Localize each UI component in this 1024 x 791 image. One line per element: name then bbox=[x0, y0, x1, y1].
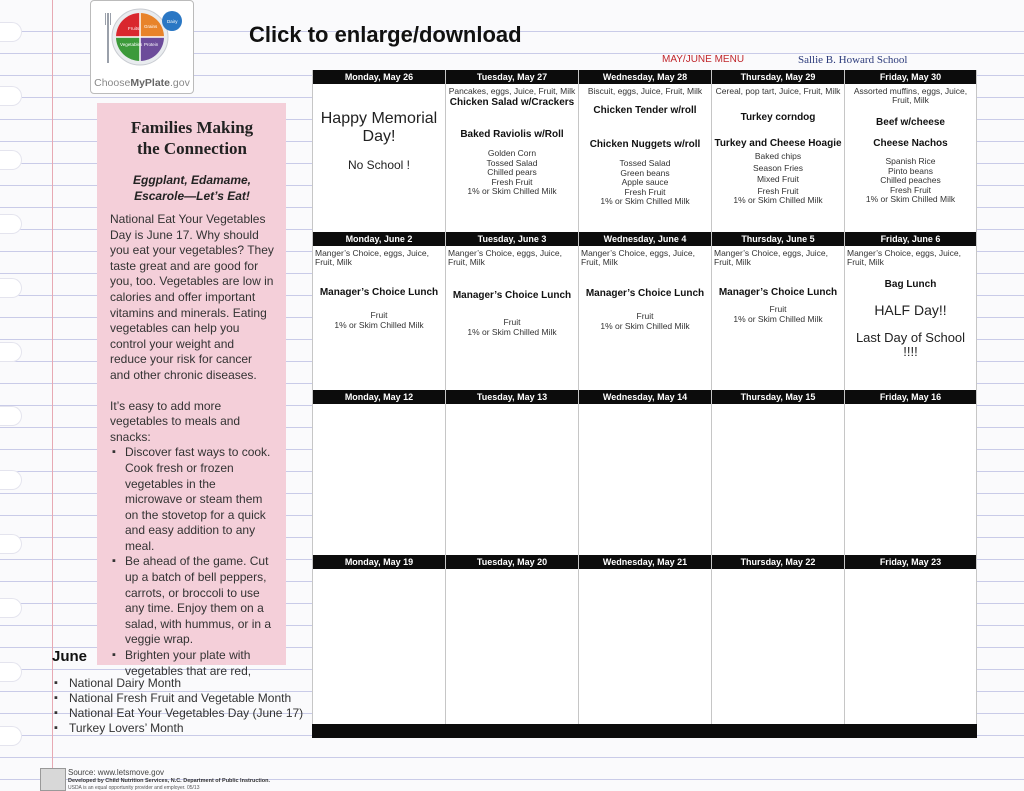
holiday-text: Happy Memorial bbox=[320, 110, 438, 127]
day-header: Monday, May 12 bbox=[313, 390, 445, 404]
binder-hole bbox=[0, 150, 22, 170]
observance-item: ▪ National Eat Your Vegetables Day (June 17) bbox=[54, 706, 303, 721]
lunch-entree: Manager’s Choice Lunch bbox=[319, 287, 439, 298]
source-text: Source: www.letsmove.gov bbox=[68, 768, 165, 777]
calendar-week bbox=[312, 390, 977, 555]
day-header: Wednesday, June 4 bbox=[579, 232, 711, 246]
day-cell bbox=[711, 232, 844, 390]
sides-list: Baked chips Season Fries Mixed Fruit Fresh Fruit 1% or Skim Chilled Milk bbox=[733, 151, 823, 205]
menu-calendar bbox=[312, 70, 977, 738]
binder-hole bbox=[0, 86, 22, 106]
menu-title: MAY/JUNE MENU bbox=[662, 54, 745, 65]
calendar-bottom-bar bbox=[312, 724, 977, 738]
myplate-plate-icon bbox=[103, 3, 185, 75]
developer-credit: Developed by Child Nutrition Services, N.C. Department of Public Instruction. bbox=[68, 778, 271, 784]
day-cell bbox=[578, 555, 711, 738]
plate-dairy-label: Dairy bbox=[167, 19, 178, 24]
binder-hole bbox=[0, 662, 22, 682]
families-connection-panel bbox=[97, 103, 286, 678]
day-cell bbox=[445, 70, 578, 232]
sides-list: Fruit 1% or Skim Chilled Milk bbox=[334, 310, 424, 330]
day-cell bbox=[711, 70, 844, 232]
breakfast-text: Manger’s Choice, eggs, Juice, Fruit, Milk bbox=[448, 248, 563, 267]
tip-item: ▪ Brighten your plate with vegetables that are red, bbox=[125, 648, 274, 679]
myplate-logo[interactable] bbox=[90, 0, 194, 94]
lunch-entree: Manager’s Choice Lunch bbox=[452, 290, 572, 301]
sides-list: Tossed Salad Green beans Apple sauce Fresh Fruit 1% or Skim Chilled Milk bbox=[600, 158, 690, 206]
plate-fruits-segment bbox=[116, 13, 140, 37]
sides-list: Fruit 1% or Skim Chilled Milk bbox=[600, 311, 690, 331]
observance-item: ▪ National Fresh Fruit and Vegetable Month bbox=[54, 691, 303, 706]
lunch-entree: Baked Raviolis w/Roll bbox=[460, 129, 564, 140]
tips-list bbox=[110, 445, 274, 679]
breakfast-text: Assorted muffins, eggs, Juice, Fruit, Milk bbox=[853, 86, 968, 105]
enlarge-download-link[interactable]: Click to enlarge/download bbox=[249, 22, 522, 47]
binder-hole bbox=[0, 22, 22, 42]
day-cell bbox=[578, 390, 711, 555]
plate-grains-label: Grains bbox=[144, 24, 158, 29]
day-header: Wednesday, May 28 bbox=[579, 70, 711, 84]
breakfast-text: Manger’s Choice, eggs, Juice, Fruit, Milk bbox=[315, 248, 430, 267]
day-header: Thursday, May 29 bbox=[712, 70, 844, 84]
plate-protein-segment bbox=[140, 37, 164, 61]
day-header: Tuesday, June 3 bbox=[446, 232, 578, 246]
day-cell bbox=[445, 232, 578, 390]
holiday-text: Day! bbox=[362, 128, 396, 145]
day-header: Friday, May 16 bbox=[845, 390, 976, 404]
binder-hole bbox=[0, 726, 22, 746]
margin-line bbox=[52, 0, 53, 791]
breakfast-text: Pancakes, eggs, Juice, Fruit, Milk bbox=[448, 86, 576, 96]
lunch-entree: Turkey corndog bbox=[740, 112, 816, 123]
lunch-entree: Chicken Salad w/Crackers bbox=[449, 97, 575, 108]
lunch-entree: Manager’s Choice Lunch bbox=[585, 288, 705, 299]
day-header: Tuesday, May 20 bbox=[446, 555, 578, 569]
binder-hole bbox=[0, 342, 22, 362]
dpi-logo bbox=[40, 768, 66, 791]
day-cell bbox=[312, 70, 445, 232]
lunch-entree: Cheese Nachos bbox=[873, 138, 948, 149]
breakfast-text: Cereal, pop tart, Juice, Fruit, Milk bbox=[715, 86, 841, 96]
day-header: Thursday, May 22 bbox=[712, 555, 844, 569]
binder-hole bbox=[0, 278, 22, 298]
plate-fruits-label: Fruits bbox=[128, 26, 140, 31]
usda-statement: USDA is an equal opportunity provider and employer. 05/13 bbox=[68, 785, 200, 791]
day-cell bbox=[844, 232, 977, 390]
binder-hole bbox=[0, 406, 22, 426]
day-cell bbox=[312, 555, 445, 738]
school-name: Sallie B. Howard School bbox=[798, 54, 908, 66]
binder-hole bbox=[0, 534, 22, 554]
binder-hole bbox=[0, 470, 22, 490]
lunch-entree: Chicken Nuggets w/roll bbox=[589, 139, 701, 150]
day-cell bbox=[844, 555, 977, 738]
plate-vegetables-segment bbox=[116, 37, 140, 61]
observance-item: ▪ National Dairy Month bbox=[54, 676, 303, 691]
day-header: Monday, June 2 bbox=[313, 232, 445, 246]
tip-item: ▪ Be ahead of the game. Cut up a batch of bell peppers, carrots, or broccoli to use any time. Enjoy them on a salad, with hummus, or in a veggie wrap. bbox=[125, 554, 274, 648]
day-header: Wednesday, May 21 bbox=[579, 555, 711, 569]
plate-protein-label: Protein bbox=[144, 42, 159, 47]
sides-list: Golden Corn Tossed Salad Chilled pears Fresh Fruit 1% or Skim Chilled Milk bbox=[467, 148, 557, 196]
day-header: Tuesday, May 27 bbox=[446, 70, 578, 84]
breakfast-text: Manger’s Choice, eggs, Juice, Fruit, Milk bbox=[847, 248, 962, 267]
breakfast-text: Manger’s Choice, eggs, Juice, Fruit, Milk bbox=[581, 248, 696, 267]
lunch-entree: Bag Lunch bbox=[884, 279, 937, 290]
day-header: Monday, May 19 bbox=[313, 555, 445, 569]
breakfast-text: Manger’s Choice, eggs, Juice, Fruit, Milk bbox=[714, 248, 829, 267]
day-header: Wednesday, May 14 bbox=[579, 390, 711, 404]
tip-item: ▪ Discover fast ways to cook. Cook fresh or frozen vegetables in the microwave or steam them on the stovetop for a quick and easy addition to any meal. bbox=[125, 445, 274, 554]
lunch-entree: Manager’s Choice Lunch bbox=[718, 287, 838, 298]
observance-item: ▪ Turkey Lovers’ Month bbox=[54, 721, 303, 736]
day-header: Friday, May 30 bbox=[845, 70, 976, 84]
sides-list: Fruit 1% or Skim Chilled Milk bbox=[467, 317, 557, 337]
day-cell bbox=[711, 555, 844, 738]
lunch-entree: Turkey and Cheese Hoagie bbox=[714, 138, 842, 149]
binder-hole bbox=[0, 214, 22, 234]
day-cell bbox=[844, 390, 977, 555]
calendar-week bbox=[312, 232, 977, 390]
day-header: Thursday, June 5 bbox=[712, 232, 844, 246]
day-cell bbox=[844, 70, 977, 232]
lunch-entree: Chicken Tender w/roll bbox=[593, 105, 697, 116]
last-day-note: Last Day of School !!!! bbox=[855, 330, 966, 359]
half-day-note: HALF Day!! bbox=[874, 302, 947, 318]
breakfast-text: Biscuit, eggs, Juice, Fruit, Milk bbox=[587, 86, 703, 96]
day-cell bbox=[578, 70, 711, 232]
day-cell bbox=[578, 232, 711, 390]
calendar-week bbox=[312, 555, 977, 738]
day-cell bbox=[312, 390, 445, 555]
plate-vegetables-label: Vegetables bbox=[120, 42, 143, 47]
panel-paragraph: It’s easy to add more vegetables to meals and snacks: bbox=[110, 398, 241, 444]
june-observances-list bbox=[54, 676, 303, 736]
day-header: Thursday, May 15 bbox=[712, 390, 844, 404]
day-cell bbox=[312, 232, 445, 390]
panel-paragraph: National Eat Your Vegetables Day is June 17. Why should you eat your vegetables? They taste great and are good for you, too. Vegetables are low in calories and offer important vitamins and minerals. Eating vegetables can help you control your weight and reduce your risk for cancer and other chronic diseases. bbox=[110, 212, 274, 382]
day-header: Friday, June 6 bbox=[845, 232, 976, 246]
lunch-entree: Beef w/cheese bbox=[876, 117, 945, 128]
sides-list: Spanish Rice Pinto beans Chilled peaches Fresh Fruit 1% or Skim Chilled Milk bbox=[865, 156, 956, 204]
binder-hole bbox=[0, 598, 22, 618]
day-cell bbox=[711, 390, 844, 555]
day-cell bbox=[445, 555, 578, 738]
day-header: Friday, May 23 bbox=[845, 555, 976, 569]
no-school-note: No School ! bbox=[347, 158, 411, 172]
june-heading: June bbox=[52, 648, 88, 665]
panel-subtitle: Eggplant, Edamame, Escarole—Let’s Eat! bbox=[132, 173, 252, 203]
day-header: Tuesday, May 13 bbox=[446, 390, 578, 404]
myplate-wordmark: ChooseMyPlate.gov bbox=[94, 77, 190, 89]
panel-title: Families Making the Connection bbox=[130, 118, 254, 158]
day-cell bbox=[445, 390, 578, 555]
calendar-week bbox=[312, 70, 977, 232]
day-header: Monday, May 26 bbox=[313, 70, 445, 84]
sides-list: Fruit 1% or Skim Chilled Milk bbox=[733, 304, 823, 324]
